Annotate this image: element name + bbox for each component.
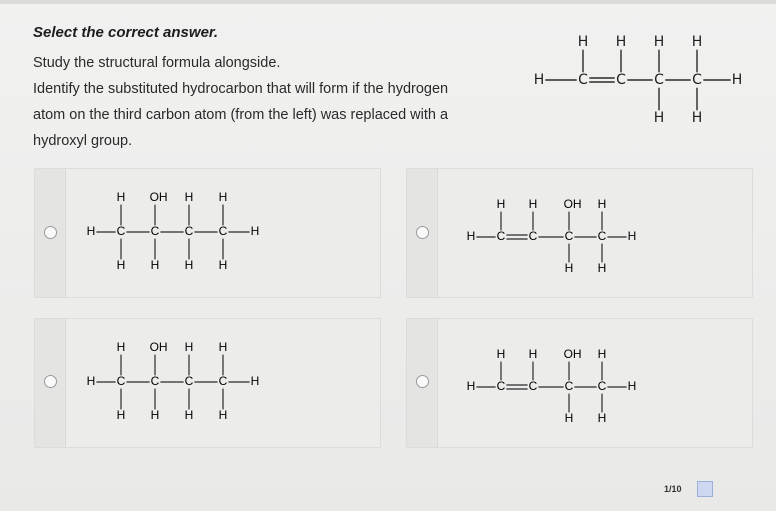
carbon-4: C	[218, 224, 228, 239]
substituent-top-1: H	[577, 34, 589, 50]
terminal-hydrogen-left: H	[466, 379, 476, 394]
substituent-top-3: OH	[563, 347, 582, 362]
substituent-top-2: OH	[149, 340, 168, 355]
top-divider	[0, 0, 776, 4]
substituent-top-3: H	[184, 340, 194, 355]
carbon-4: C	[218, 374, 228, 389]
substituent-top-1: H	[116, 190, 126, 205]
substituent-bottom-1: H	[116, 258, 126, 273]
terminal-hydrogen-right: H	[250, 224, 260, 239]
option-c-formula	[77, 337, 287, 437]
question-line-3: atom on the third carbon atom (from the left) was replaced with a	[33, 107, 449, 123]
substituent-top-3: H	[184, 190, 194, 205]
carbon-2: C	[616, 72, 626, 88]
terminal-hydrogen-right: H	[627, 379, 637, 394]
substituent-bottom-1: H	[116, 408, 126, 423]
substituent-bottom-3: H	[564, 411, 574, 426]
question-line-1: Study the structural formula alongside.	[33, 55, 281, 71]
given-structural-formula	[525, 26, 755, 142]
terminal-hydrogen-right: H	[627, 229, 637, 244]
question-line-4: hydroxyl group.	[33, 133, 133, 149]
option-d-radio[interactable]	[416, 375, 429, 388]
substituent-top-4: H	[218, 190, 228, 205]
substituent-bottom-3: H	[184, 408, 194, 423]
terminal-hydrogen-left: H	[86, 224, 96, 239]
carbon-2: C	[528, 379, 538, 394]
substituent-top-1: H	[496, 197, 506, 212]
given-formula-svg	[525, 26, 755, 138]
carbon-2: C	[528, 229, 538, 244]
option-d-formula	[449, 337, 659, 437]
question-text	[33, 50, 503, 154]
carbon-3: C	[184, 374, 194, 389]
option-d[interactable]	[406, 318, 753, 448]
carbon-4: C	[692, 72, 702, 88]
substituent-top-2: OH	[149, 190, 168, 205]
substituent-top-4: H	[691, 34, 703, 50]
carbon-1: C	[116, 374, 126, 389]
substituent-top-1: H	[116, 340, 126, 355]
terminal-hydrogen-left: H	[533, 72, 545, 88]
substituent-bottom-2: H	[150, 408, 160, 423]
question-line-2: Identify the substituted hydrocarbon that will form if the hydrogen	[33, 81, 449, 97]
carbon-3: C	[184, 224, 194, 239]
substituent-bottom-3: H	[184, 258, 194, 273]
carbon-2: C	[150, 374, 160, 389]
option-b-radio[interactable]	[416, 226, 429, 239]
terminal-hydrogen-left: H	[86, 374, 96, 389]
carbon-1: C	[116, 224, 126, 239]
substituent-bottom-3: H	[564, 261, 574, 276]
question-heading: Select the correct answer.	[33, 24, 219, 41]
carbon-2: C	[150, 224, 160, 239]
option-a-formula	[77, 187, 287, 287]
substituent-top-4: H	[597, 197, 607, 212]
carbon-3: C	[564, 379, 574, 394]
substituent-top-3: H	[653, 34, 665, 50]
option-a-radio[interactable]	[44, 226, 57, 239]
substituent-bottom-3: H	[653, 110, 665, 126]
terminal-hydrogen-right: H	[731, 72, 743, 88]
substituent-bottom-4: H	[691, 110, 703, 126]
substituent-top-2: H	[528, 347, 538, 362]
option-c[interactable]	[34, 318, 381, 448]
carbon-4: C	[597, 379, 607, 394]
substituent-top-2: H	[528, 197, 538, 212]
substituent-top-4: H	[597, 347, 607, 362]
carbon-3: C	[564, 229, 574, 244]
substituent-bottom-4: H	[218, 408, 228, 423]
carbon-1: C	[496, 379, 506, 394]
progress-label: 1/10	[664, 484, 682, 494]
substituent-bottom-4: H	[597, 261, 607, 276]
option-a[interactable]	[34, 168, 381, 298]
substituent-bottom-4: H	[218, 258, 228, 273]
carbon-3: C	[654, 72, 664, 88]
carbon-4: C	[597, 229, 607, 244]
progress-indicator	[697, 481, 713, 497]
terminal-hydrogen-right: H	[250, 374, 260, 389]
terminal-hydrogen-left: H	[466, 229, 476, 244]
option-c-radio[interactable]	[44, 375, 57, 388]
option-b-formula	[449, 187, 659, 287]
substituent-bottom-2: H	[150, 258, 160, 273]
substituent-bottom-4: H	[597, 411, 607, 426]
substituent-top-4: H	[218, 340, 228, 355]
carbon-1: C	[496, 229, 506, 244]
substituent-top-2: H	[615, 34, 627, 50]
option-b[interactable]	[406, 168, 753, 298]
substituent-top-1: H	[496, 347, 506, 362]
substituent-top-3: OH	[563, 197, 582, 212]
carbon-1: C	[578, 72, 588, 88]
